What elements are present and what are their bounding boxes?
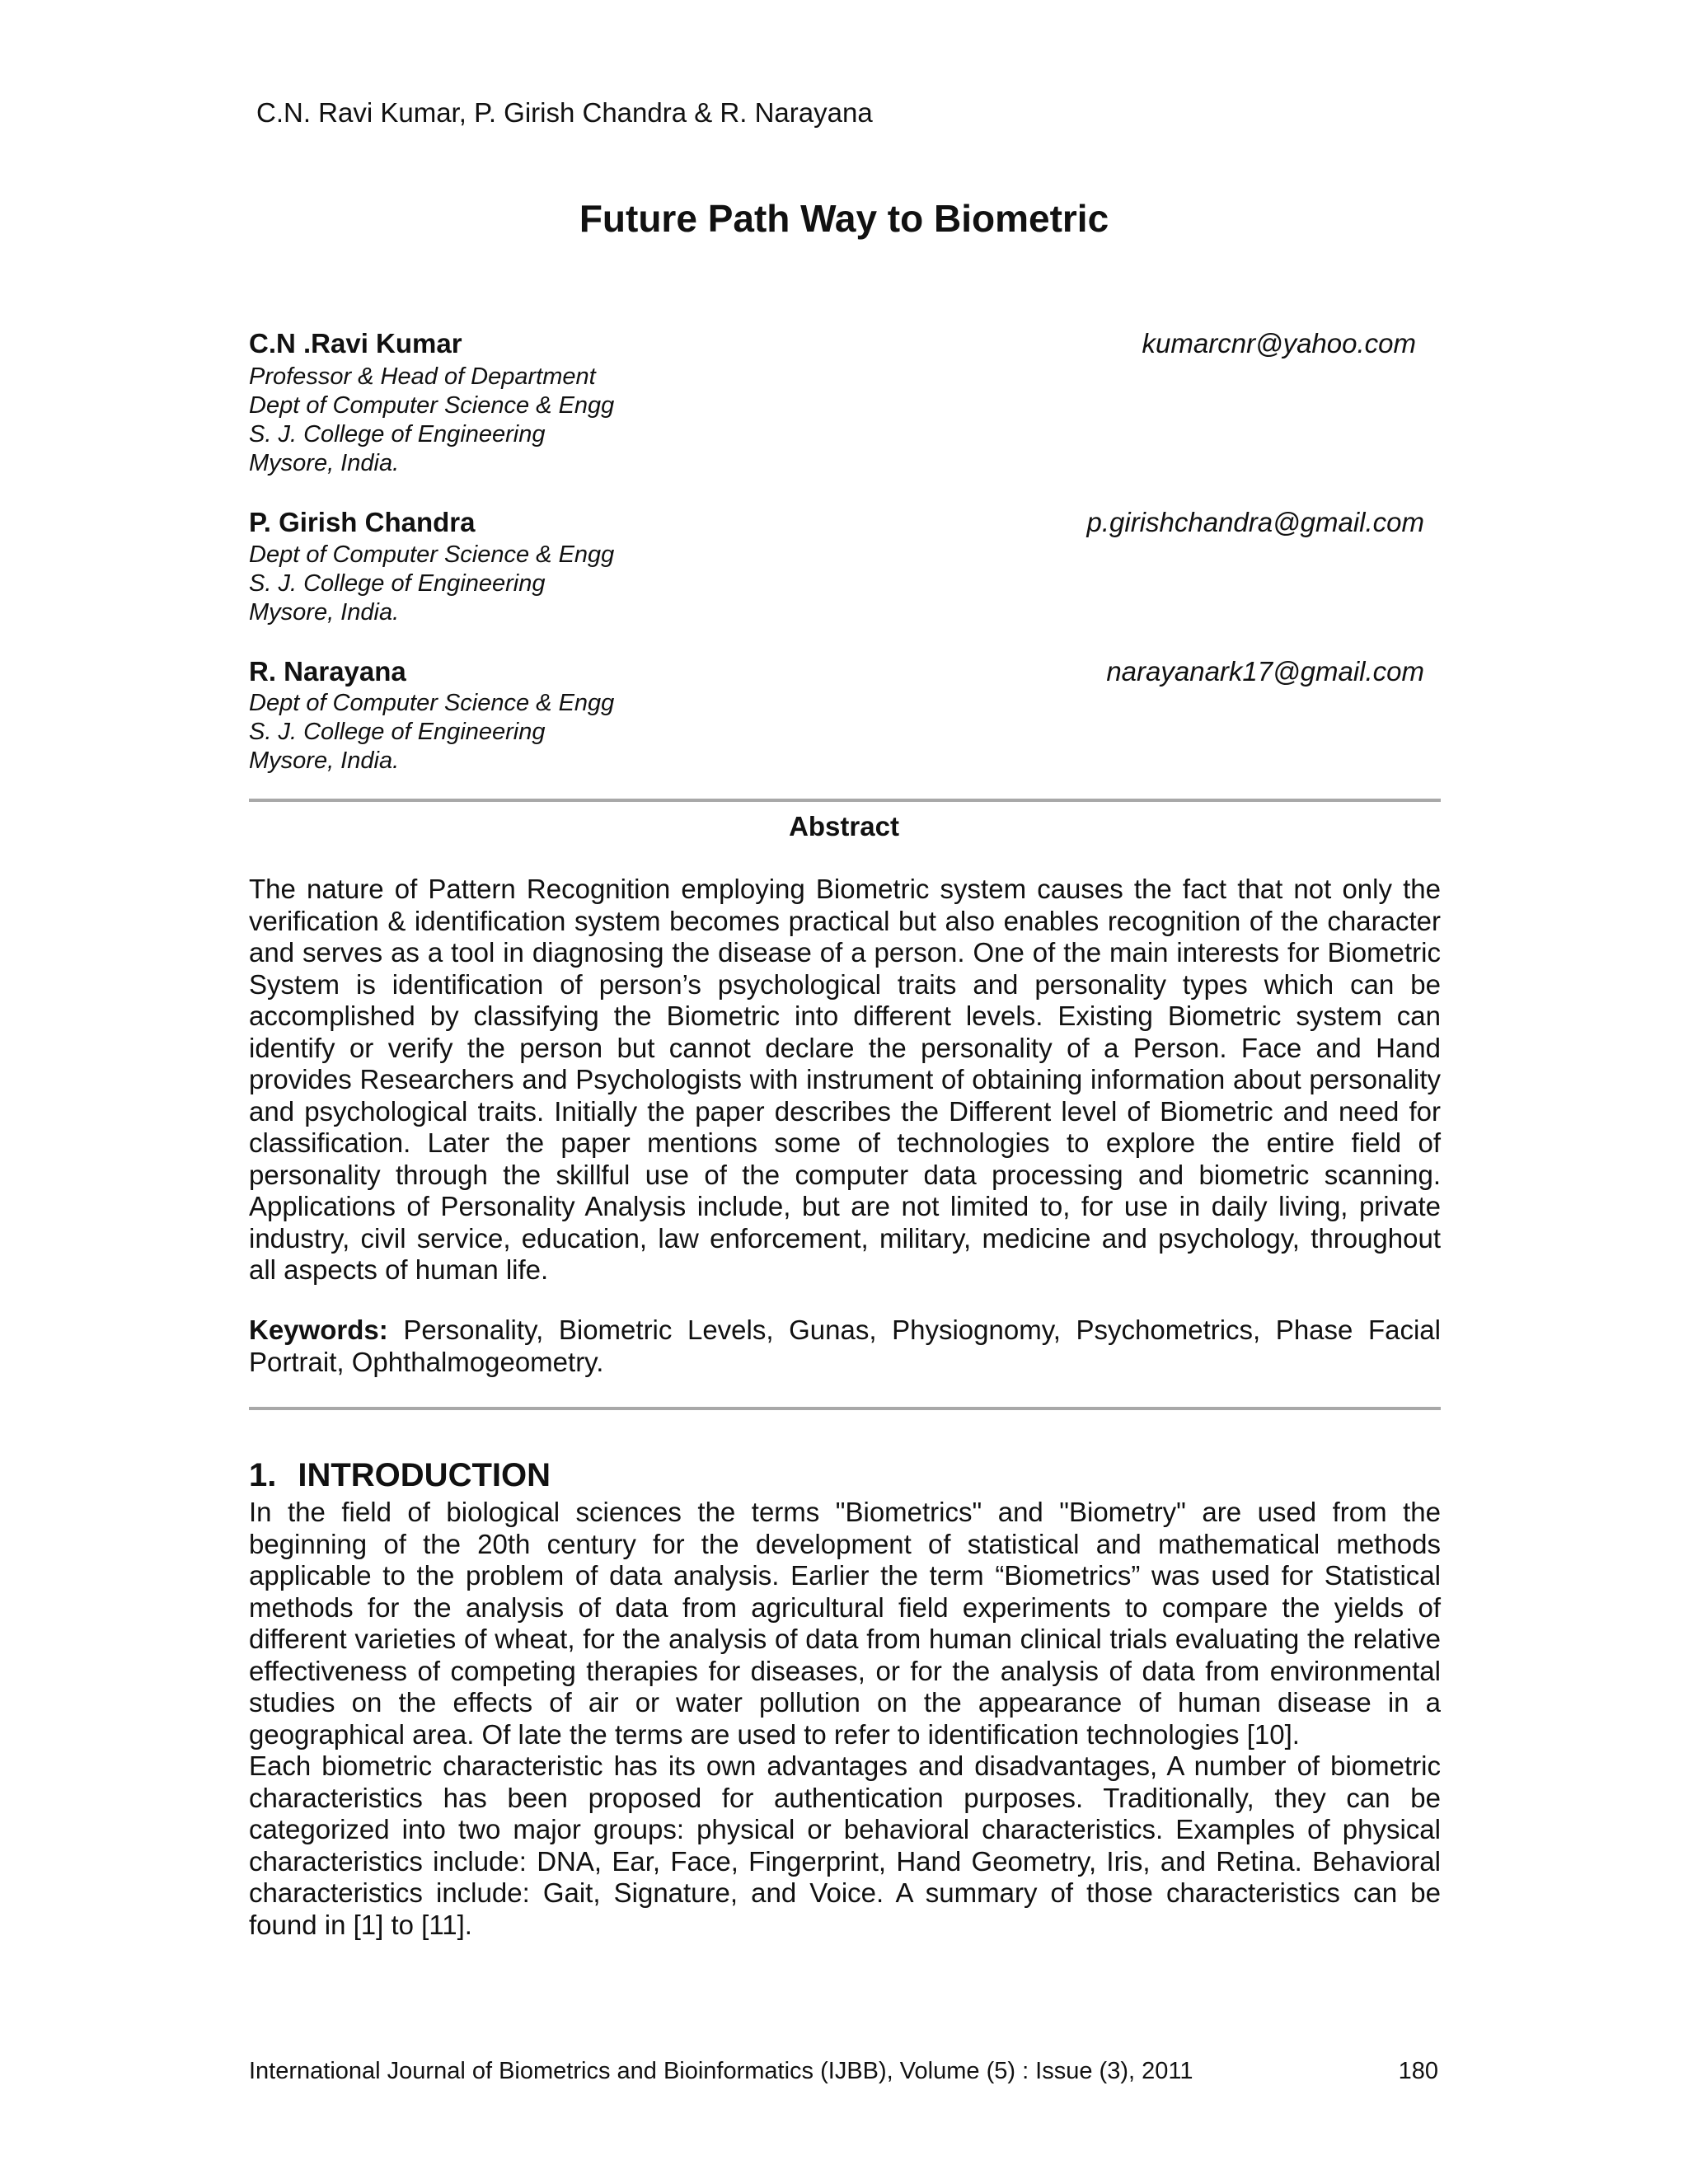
section-title: INTRODUCTION [298,1457,551,1493]
author-name: R. Narayana [249,656,406,687]
author-email: narayanark17@gmail.com [1106,656,1424,687]
affiliation-line: S. J. College of Engineering [249,570,546,597]
affiliation-line: Dept of Computer Science & Engg [249,690,615,716]
keywords-text: Personality, Biometric Levels, Gunas, Physiognomy, Psychometrics, Phase Facial Portrait, Ophthalmogeometry. [249,1315,1441,1377]
affiliation-line: Mysore, India. [249,450,400,476]
intro-paragraph: In the field of biological sciences the terms "Biometrics" and "Biometry" are used from the beginning of the 20th century for the development of statistical and mathematical methods applicable to the problem of data analysis. Earlier the term “Biometrics” was used for Statistical methods for the analysis of data from agricultural field experiments to compare the yields of different varieties of wheat, for the analysis of data from human clinical trials evaluating the relative effectiveness of competing therapies for diseases, or for the analysis of data from environmental studies on the effects of air or water pollution on the appearance of human disease in a geographical area. Of late the terms are used to refer to identification technologies [10]. [249,1497,1441,1750]
running-head: C.N. Ravi Kumar, P. Girish Chandra & R. Narayana [256,97,873,128]
section-heading [249,1457,551,1494]
author-email: kumarcnr@yahoo.com [1142,328,1416,359]
affiliation-line: Mysore, India. [249,599,400,626]
abstract-heading: Abstract [789,811,899,841]
footer-journal: International Journal of Biometrics and Bioinformatics (IJBB), Volume (5) : Issue (3), 2011 [249,2058,1193,2084]
affiliation-line: Professor & Head of Department [249,363,596,390]
section-number: 1. [249,1457,277,1493]
author-email: p.girishchandra@gmail.com [1086,507,1424,537]
affiliation-line: Mysore, India. [249,748,400,774]
author-affiliation [249,689,614,776]
author-affiliation [249,363,614,478]
author-affiliation [249,541,614,627]
paper-title: Future Path Way to Biometric [579,197,1109,240]
affiliation-line: Dept of Computer Science & Engg [249,392,615,419]
abstract-text: The nature of Pattern Recognition employing Biometric system causes the fact that not only the verification & identification system becomes practical but also enables recognition of the character and serves as a tool in diagnosing the disease of a person. One of the main interests for Biometric System is identification of person’s psychological traits and personality types which can be accomplished by classifying the Biometric into different levels. Existing Biometric system can identify or verify the person but cannot declare the personality of a Person. Face and Hand provides Researchers and Psychologists with instrument of obtaining information about personality and psychological traits. Initially the paper describes the Different level of Biometric and need for classification. Later the paper mentions some of technologies to explore the entire field of personality through the skillful use of the computer data processing and biometric scanning. Applications of Personality Analysis include, but are not limited to, for use in daily living, private industry, civil service, education, law enforcement, military, medicine and psychology, throughout all aspects of human life. [249,874,1441,1285]
affiliation-line: S. J. College of Engineering [249,421,546,448]
page-number: 180 [1398,2058,1438,2084]
author-name: P. Girish Chandra [249,507,476,537]
intro-paragraph: Each biometric characteristic has its own advantages and disadvantages, A number of biometric characteristics has been proposed for authentication purposes. Traditionally, they can be categorized into two major groups: physical or behavioral characteristics. Examples of physical characteristics include: DNA, Ear, Face, Fingerprint, Hand Geometry, Iris, and Retina. Behavioral characteristics include: Gait, Signature, and Voice. A summary of those characteristics can be found in [1] to [11]. [249,1750,1441,1940]
keywords-label: Keywords: [249,1315,388,1345]
author-name: C.N .Ravi Kumar [249,328,462,359]
affiliation-line: S. J. College of Engineering [249,719,546,745]
keywords [249,1315,1441,1378]
divider-rule [249,799,1441,802]
divider-rule [249,1407,1441,1410]
affiliation-line: Dept of Computer Science & Engg [249,541,615,568]
